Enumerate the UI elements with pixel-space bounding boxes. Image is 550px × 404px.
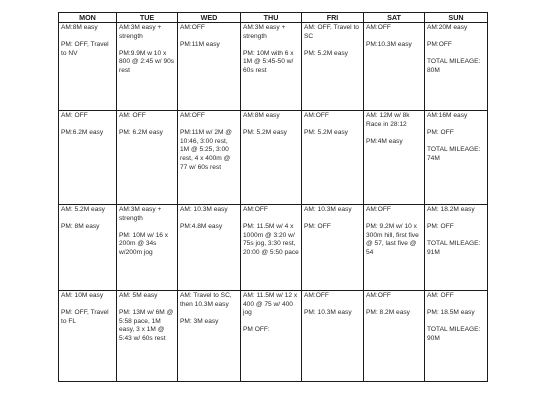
day-header-row xyxy=(59,13,488,23)
pm-session: PM: 5.2M easy xyxy=(304,129,348,137)
pm-session: PM: 9.2M w/ 10 x 300m hill, first five @ 57, last five @ 54 xyxy=(366,223,419,256)
day-cell xyxy=(241,111,302,205)
weekly-total: TOTAL MILEAGE: 80M xyxy=(427,58,481,74)
day-cell xyxy=(302,205,364,291)
am-session: AM:OFF xyxy=(180,112,205,119)
day-cell xyxy=(425,23,488,111)
am-session: AM:OFF xyxy=(304,292,329,299)
pm-session: PM:OFF xyxy=(427,41,452,49)
day-cell xyxy=(117,111,178,205)
pm-session: PM: 11.5M w/ 4 x 1000m @ 3:20 w/ 75s jog, 3:30 rest, 20:00 @ 5:50 pace xyxy=(243,223,299,256)
pm-session: PM: OFF xyxy=(427,129,454,137)
day-cell xyxy=(59,291,117,382)
day-cell xyxy=(178,205,241,291)
pm-session: PM OFF: xyxy=(243,326,270,334)
am-session: AM:3M easy + strength xyxy=(119,24,162,40)
day-cell xyxy=(178,23,241,111)
week-row-1 xyxy=(59,23,488,111)
am-session: AM:OFF xyxy=(243,206,268,213)
am-session: AM:OFF xyxy=(180,24,205,31)
day-cell xyxy=(178,291,241,382)
day-cell xyxy=(241,205,302,291)
day-cell xyxy=(302,111,364,205)
day-cell xyxy=(364,205,425,291)
day-cell xyxy=(59,205,117,291)
day-cell xyxy=(364,23,425,111)
day-cell xyxy=(117,205,178,291)
day-header-mon: MON xyxy=(59,13,117,23)
training-log-sheet xyxy=(58,12,487,382)
pm-session: PM: 13M w/ 6M @ 5:58 pace, 1M easy, 3 x 1M @ 5:43 w/ 60s rest xyxy=(119,309,174,342)
pm-session: PM: 18.5M easy xyxy=(427,309,475,317)
day-header-sat: SAT xyxy=(364,13,425,23)
am-session: AM: 10.3M easy xyxy=(180,206,228,213)
day-cell xyxy=(425,111,488,205)
day-header-tue: TUE xyxy=(117,13,178,23)
pm-session: PM: OFF xyxy=(304,223,331,231)
pm-session: PM:11M easy xyxy=(180,41,220,49)
pm-session: PM: OFF, Travel to NV xyxy=(61,41,109,57)
pm-session: PM:11M w/ 2M @ 10:46, 3:00 rest, 1M @ 5:25, 3:00 rest, 4 x 400m @ 77 w/ 60s rest xyxy=(180,129,233,171)
day-cell xyxy=(59,111,117,205)
pm-session: PM:9.9M w 10 x 800 @ 2:45 w/ 90s rest xyxy=(119,49,175,74)
am-session: AM:OFF xyxy=(366,206,391,213)
am-session: AM: 12M w/ 8k Race in 28:12 xyxy=(366,112,410,128)
day-cell xyxy=(302,291,364,382)
am-session: AM:16M easy xyxy=(427,112,468,119)
pm-session: PM:10.3M easy xyxy=(366,41,412,49)
day-cell xyxy=(241,23,302,111)
pm-session: PM: 8.2M easy xyxy=(366,309,410,317)
day-cell xyxy=(425,205,488,291)
pm-session: PM: OFF, Travel to FL xyxy=(61,309,109,325)
day-cell xyxy=(117,23,178,111)
weekly-total: TOTAL MILEAGE: 74M xyxy=(427,146,481,162)
week-row-2 xyxy=(59,111,488,205)
pm-session: PM: 6.2M easy xyxy=(119,129,163,137)
day-header-thu: THU xyxy=(241,13,302,23)
day-cell xyxy=(364,291,425,382)
pm-session: PM: 10M with 6 x 1M @ 5:45-50 w/ 60s rest xyxy=(243,49,294,74)
day-cell xyxy=(59,23,117,111)
weekly-total: TOTAL MILEAGE: 91M xyxy=(427,240,481,256)
training-schedule-table xyxy=(58,12,488,382)
am-session: AM:OFF xyxy=(366,292,391,299)
day-cell xyxy=(364,111,425,205)
am-session: AM: OFF, Travel to SC xyxy=(304,24,359,40)
am-session: AM: 10M easy xyxy=(61,292,104,299)
week-row-3 xyxy=(59,205,488,291)
am-session: AM:OFF xyxy=(304,112,329,119)
pm-session: PM: 10.3M easy xyxy=(304,309,352,317)
pm-session: PM: 10M w/ 16 x 200m @ 34s w/200m jog xyxy=(119,231,169,256)
day-cell xyxy=(178,111,241,205)
day-cell xyxy=(302,23,364,111)
pm-session: PM:6.2M easy xyxy=(61,129,104,137)
am-session: AM: OFF xyxy=(427,292,454,299)
pm-session: PM: 8M easy xyxy=(61,223,100,231)
am-session: AM: OFF xyxy=(61,112,88,119)
am-session: AM: 11.5M w/ 12 x 400 @ 75 w/ 400 jog xyxy=(243,292,298,317)
week-row-4 xyxy=(59,291,488,382)
pm-session: PM: 5.2M easy xyxy=(243,129,287,137)
am-session: AM:3M easy + strength xyxy=(119,206,162,222)
day-header-sun: SUN xyxy=(425,13,488,23)
am-session: AM: 5.2M easy xyxy=(61,206,105,213)
pm-session: PM: 3M easy xyxy=(180,317,219,325)
am-session: AM: 18.2M easy xyxy=(427,206,475,213)
am-session: AM:3M easy + strength xyxy=(243,24,286,40)
am-session: AM:20M easy xyxy=(427,24,468,31)
pm-session: PM:4.8M easy xyxy=(180,223,223,231)
am-session: AM:OFF xyxy=(366,24,391,31)
am-session: AM: 5M easy xyxy=(119,292,158,299)
day-cell xyxy=(241,291,302,382)
am-session: AM:8M easy xyxy=(243,112,280,119)
pm-session: PM: OFF xyxy=(427,223,454,231)
pm-session: PM: 5.2M easy xyxy=(304,49,348,57)
day-cell xyxy=(425,291,488,382)
am-session: AM:8M easy xyxy=(61,24,98,31)
pm-session: PM:4M easy xyxy=(366,137,403,145)
am-session: AM: 10.3M easy xyxy=(304,206,352,213)
am-session: AM: Travel to SC, then 10.3M easy xyxy=(180,292,232,308)
day-cell xyxy=(117,291,178,382)
day-header-wed: WED xyxy=(178,13,241,23)
weekly-total: TOTAL MILEAGE: 90M xyxy=(427,326,481,342)
am-session: AM: OFF xyxy=(119,112,146,119)
day-header-fri: FRI xyxy=(302,13,364,23)
